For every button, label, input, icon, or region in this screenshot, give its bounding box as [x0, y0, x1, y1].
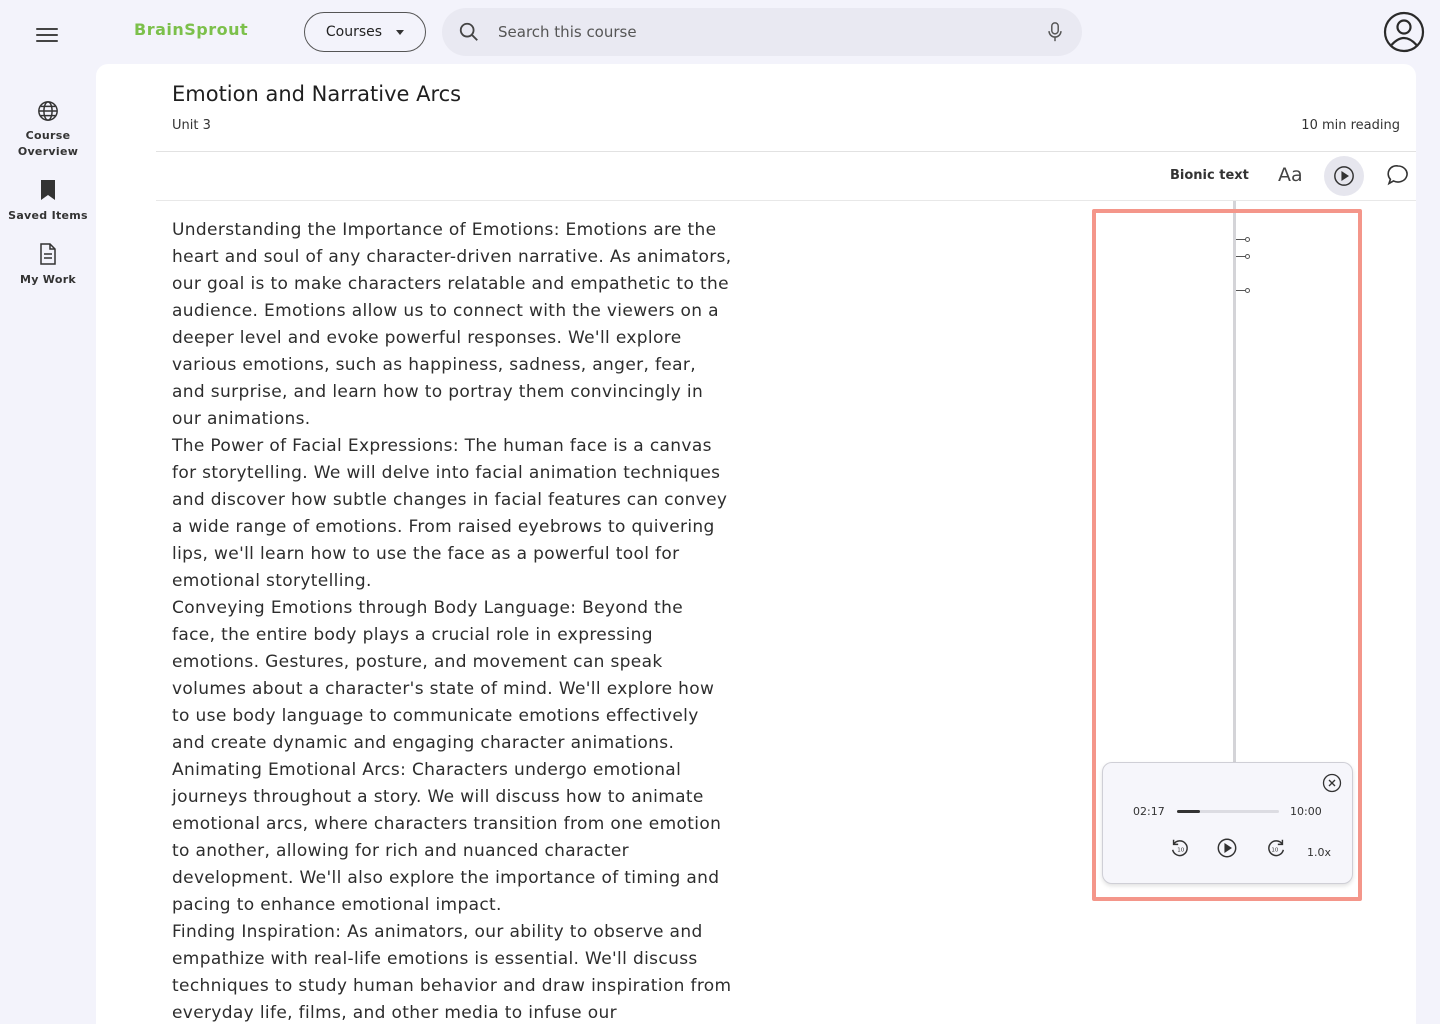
read-aloud-button[interactable]: [1324, 156, 1364, 196]
courses-dropdown[interactable]: [304, 12, 426, 52]
bookmark-icon: [37, 178, 59, 202]
search-input[interactable]: [498, 8, 1018, 56]
courses-label: Courses: [325, 24, 383, 40]
bionic-text-toggle[interactable]: Bionic text: [1170, 168, 1249, 183]
article-paragraph: The Power of Facial Expressions: The human face is a canvas for storytelling. We will delve into facial animation techniques and discover how subtle changes in facial features can convey a wide range of emotions. From raised eyebrows to quivering lips, we'll learn how to use the face as a powerful tool for emotional storytelling.: [172, 436, 728, 591]
sidebar-item-label: Course Overview: [17, 129, 79, 158]
sidebar: [0, 100, 96, 306]
audio-player: [1102, 762, 1353, 884]
brand-logo[interactable]: BrainSprout: [134, 20, 249, 39]
article-paragraph: Understanding the Importance of Emotions: Emotions are the heart and soul of any character-driven narrative. As animators, our goal is to make characters relatable and empathetic to the audience. Emotions allow us to connect with the viewers on a deeper level and evoke powerful responses. We'll explore various emotions, such as happiness, sadness, anger, fear, and surprise, and learn how to portray them convincingly in our animations.: [172, 220, 732, 429]
page-title: Emotion and Narrative Arcs: [172, 82, 462, 106]
playback-speed[interactable]: 1.0x: [1307, 846, 1332, 859]
close-icon[interactable]: [1322, 773, 1342, 793]
globe-icon: [37, 100, 59, 122]
document-icon: [38, 242, 58, 266]
chevron-down-icon: [396, 30, 404, 35]
svg-text:10: 10: [1177, 847, 1185, 854]
toolbar-divider: [156, 200, 1416, 201]
play-icon[interactable]: [1216, 837, 1238, 859]
progress-fill: [1177, 810, 1200, 813]
article-paragraph: Finding Inspiration: As animators, our ability to observe and empathize with real-life emotions is essential. We'll discuss techniques to study human behavior and draw inspiration from everyday life, films, and other media to infuse our: [172, 922, 732, 1023]
top-bar: [0, 0, 1440, 64]
play-circle-icon: [1333, 165, 1355, 187]
article-paragraph: Animating Emotional Arcs: Characters undergo emotional journeys throughout a story. We will discuss how to animate emotional arcs, where characters transition from one emotion to another, allowing for rich and nuanced character development. We'll also explore the importance of timing and pacing to enhance emotional impact.: [172, 760, 722, 915]
sidebar-item-label: Saved Items: [8, 209, 88, 222]
sidebar-item-course-overview[interactable]: [0, 100, 96, 160]
forward-10-icon[interactable]: [1265, 837, 1287, 859]
sidebar-item-saved-items[interactable]: [0, 178, 96, 224]
search-bar: [442, 8, 1082, 56]
total-time: 10:00: [1290, 805, 1322, 818]
microphone-icon[interactable]: [1046, 21, 1064, 43]
font-settings-button[interactable]: Aa: [1278, 164, 1303, 186]
search-icon: [458, 21, 480, 43]
rewind-10-icon[interactable]: [1169, 837, 1191, 859]
account-avatar-icon[interactable]: [1383, 11, 1425, 53]
current-time: 02:17: [1133, 805, 1165, 818]
menu-icon[interactable]: [36, 28, 58, 44]
reading-time: 10 min reading: [1301, 118, 1400, 133]
article-paragraph: Conveying Emotions through Body Language: Beyond the face, the entire body plays a crucial role in expressing emotions. Gestures, posture, and movement can speak volumes about a character's state of mind. We'll explore how to use body language to communicate emotions effectively and create dynamic and engaging character animations.: [172, 598, 715, 753]
article-body: [172, 217, 732, 1024]
unit-label: Unit 3: [172, 118, 211, 133]
sidebar-item-my-work[interactable]: [0, 242, 96, 288]
svg-text:10: 10: [1271, 847, 1279, 854]
progress-bar[interactable]: [1177, 810, 1279, 813]
sidebar-item-label: My Work: [19, 273, 77, 286]
comment-icon[interactable]: [1386, 163, 1410, 187]
reading-toolbar: [156, 152, 1416, 200]
